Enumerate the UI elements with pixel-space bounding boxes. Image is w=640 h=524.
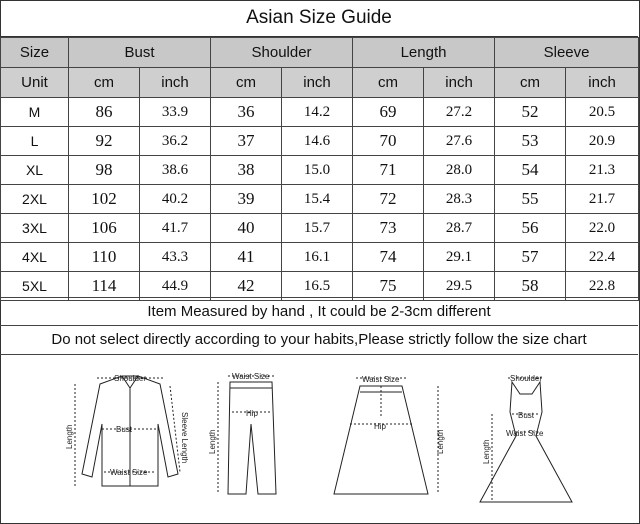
- table-cell-len-cm: 73: [353, 214, 424, 243]
- skirt-hip-label: Hip: [374, 422, 387, 431]
- dress-diagram: [480, 378, 572, 502]
- table-cell-len-cm: 72: [353, 185, 424, 214]
- table-cell-sl-cm: 56: [495, 214, 566, 243]
- table-cell-sh-cm: 40: [211, 214, 282, 243]
- table-cell-sl-in: 20.5: [566, 98, 639, 127]
- table-row: [1, 127, 639, 156]
- dress-length-label: Length: [482, 439, 491, 464]
- table-cell-bust-in: 44.9: [140, 272, 211, 301]
- table-cell-bust-cm: 86: [69, 98, 140, 127]
- table-cell-sh-in: 15.7: [282, 214, 353, 243]
- unit-cm: cm: [211, 68, 282, 98]
- table-cell-sl-cm: 54: [495, 156, 566, 185]
- header-length: Length: [353, 38, 495, 68]
- table-cell-len-cm: 71: [353, 156, 424, 185]
- table-cell-bust-cm: 98: [69, 156, 140, 185]
- garment-diagrams-svg: [0, 354, 638, 522]
- measurement-note: Item Measured by hand , It could be 2-3cm different: [0, 297, 638, 326]
- table-cell-sh-in: 14.6: [282, 127, 353, 156]
- table-cell-sh-in: 16.1: [282, 243, 353, 272]
- table-cell-sl-in: 22.8: [566, 272, 639, 301]
- skirt-waist-label: Waist Size: [362, 375, 400, 384]
- table-cell-len-cm: 75: [353, 272, 424, 301]
- table-cell-bust-in: 41.7: [140, 214, 211, 243]
- table-cell-size: XL: [1, 156, 69, 185]
- table-cell-sh-cm: 41: [211, 243, 282, 272]
- header-bust: Bust: [69, 38, 211, 68]
- table-cell-bust-in: 38.6: [140, 156, 211, 185]
- pants-length-label: Length: [208, 429, 217, 454]
- table-cell-bust-cm: 92: [69, 127, 140, 156]
- table-cell-len-in: 28.7: [424, 214, 495, 243]
- table-cell-bust-in: 43.3: [140, 243, 211, 272]
- table-cell-bust-in: 40.2: [140, 185, 211, 214]
- shirt-waist-label: Waist Size: [110, 468, 148, 477]
- table-cell-len-in: 27.2: [424, 98, 495, 127]
- skirt-length-label: Length: [436, 429, 445, 454]
- table-cell-sl-in: 22.0: [566, 214, 639, 243]
- table-row: [1, 156, 639, 185]
- size-table: [0, 37, 639, 301]
- table-cell-sl-cm: 52: [495, 98, 566, 127]
- page-title: Asian Size Guide: [0, 0, 638, 37]
- table-cell-size: 3XL: [1, 214, 69, 243]
- advice-note: Do not select directly according to your habits,Please strictly follow the size chart: [0, 325, 638, 355]
- header-row: [1, 38, 639, 68]
- table-cell-bust-in: 36.2: [140, 127, 211, 156]
- header-sleeve: Sleeve: [495, 38, 639, 68]
- table-row: [1, 214, 639, 243]
- unit-label: Unit: [1, 68, 69, 98]
- table-cell-len-in: 29.5: [424, 272, 495, 301]
- table-cell-sl-in: 20.9: [566, 127, 639, 156]
- table-cell-sh-in: 14.2: [282, 98, 353, 127]
- unit-inch: inch: [282, 68, 353, 98]
- table-cell-sl-cm: 58: [495, 272, 566, 301]
- table-cell-sh-in: 15.4: [282, 185, 353, 214]
- table-cell-len-cm: 74: [353, 243, 424, 272]
- shirt-shoulder-label: Shoulder: [114, 374, 147, 383]
- dress-bust-label: Bust: [518, 411, 535, 420]
- pants-hip-label: Hip: [246, 409, 259, 418]
- table-cell-sh-in: 16.5: [282, 272, 353, 301]
- table-cell-bust-in: 33.9: [140, 98, 211, 127]
- pants-waist-label: Waist Size: [232, 372, 270, 381]
- table-cell-size: 4XL: [1, 243, 69, 272]
- table-cell-sh-cm: 39: [211, 185, 282, 214]
- table-cell-bust-cm: 106: [69, 214, 140, 243]
- table-cell-sh-in: 15.0: [282, 156, 353, 185]
- table-cell-sh-cm: 38: [211, 156, 282, 185]
- dress-waist-label: Waist Size: [506, 429, 544, 438]
- table-cell-len-in: 28.0: [424, 156, 495, 185]
- unit-cm: cm: [69, 68, 140, 98]
- table-cell-size: L: [1, 127, 69, 156]
- skirt-diagram: [334, 378, 438, 494]
- table-cell-sl-in: 21.7: [566, 185, 639, 214]
- unit-cm: cm: [495, 68, 566, 98]
- table-cell-sl-in: 21.3: [566, 156, 639, 185]
- table-cell-len-cm: 70: [353, 127, 424, 156]
- table-cell-bust-cm: 114: [69, 272, 140, 301]
- unit-row: [1, 68, 639, 98]
- pants-diagram: [218, 376, 276, 494]
- unit-inch: inch: [140, 68, 211, 98]
- table-cell-sh-cm: 37: [211, 127, 282, 156]
- table-row: [1, 185, 639, 214]
- table-cell-len-in: 27.6: [424, 127, 495, 156]
- shirt-bust-label: Bust: [116, 425, 133, 434]
- shirt-sleeve-label: Sleeve Length: [180, 412, 189, 464]
- table-cell-sl-cm: 55: [495, 185, 566, 214]
- table-cell-bust-cm: 110: [69, 243, 140, 272]
- table-cell-size: 5XL: [1, 272, 69, 301]
- header-size: Size: [1, 38, 69, 68]
- unit-inch: inch: [566, 68, 639, 98]
- table-cell-sh-cm: 42: [211, 272, 282, 301]
- table-cell-sl-in: 22.4: [566, 243, 639, 272]
- shirt-length-label: Length: [65, 424, 74, 449]
- table-cell-len-in: 28.3: [424, 185, 495, 214]
- table-cell-sl-cm: 53: [495, 127, 566, 156]
- dress-shoulder-label: Shoulder: [510, 374, 543, 383]
- table-row: [1, 98, 639, 127]
- table-cell-size: 2XL: [1, 185, 69, 214]
- table-row: [1, 243, 639, 272]
- table-cell-bust-cm: 102: [69, 185, 140, 214]
- garment-diagrams: [0, 354, 638, 522]
- header-shoulder: Shoulder: [211, 38, 353, 68]
- unit-cm: cm: [353, 68, 424, 98]
- table-cell-len-cm: 69: [353, 98, 424, 127]
- unit-inch: inch: [424, 68, 495, 98]
- table-cell-len-in: 29.1: [424, 243, 495, 272]
- table-cell-sl-cm: 57: [495, 243, 566, 272]
- table-cell-sh-cm: 36: [211, 98, 282, 127]
- table-cell-size: M: [1, 98, 69, 127]
